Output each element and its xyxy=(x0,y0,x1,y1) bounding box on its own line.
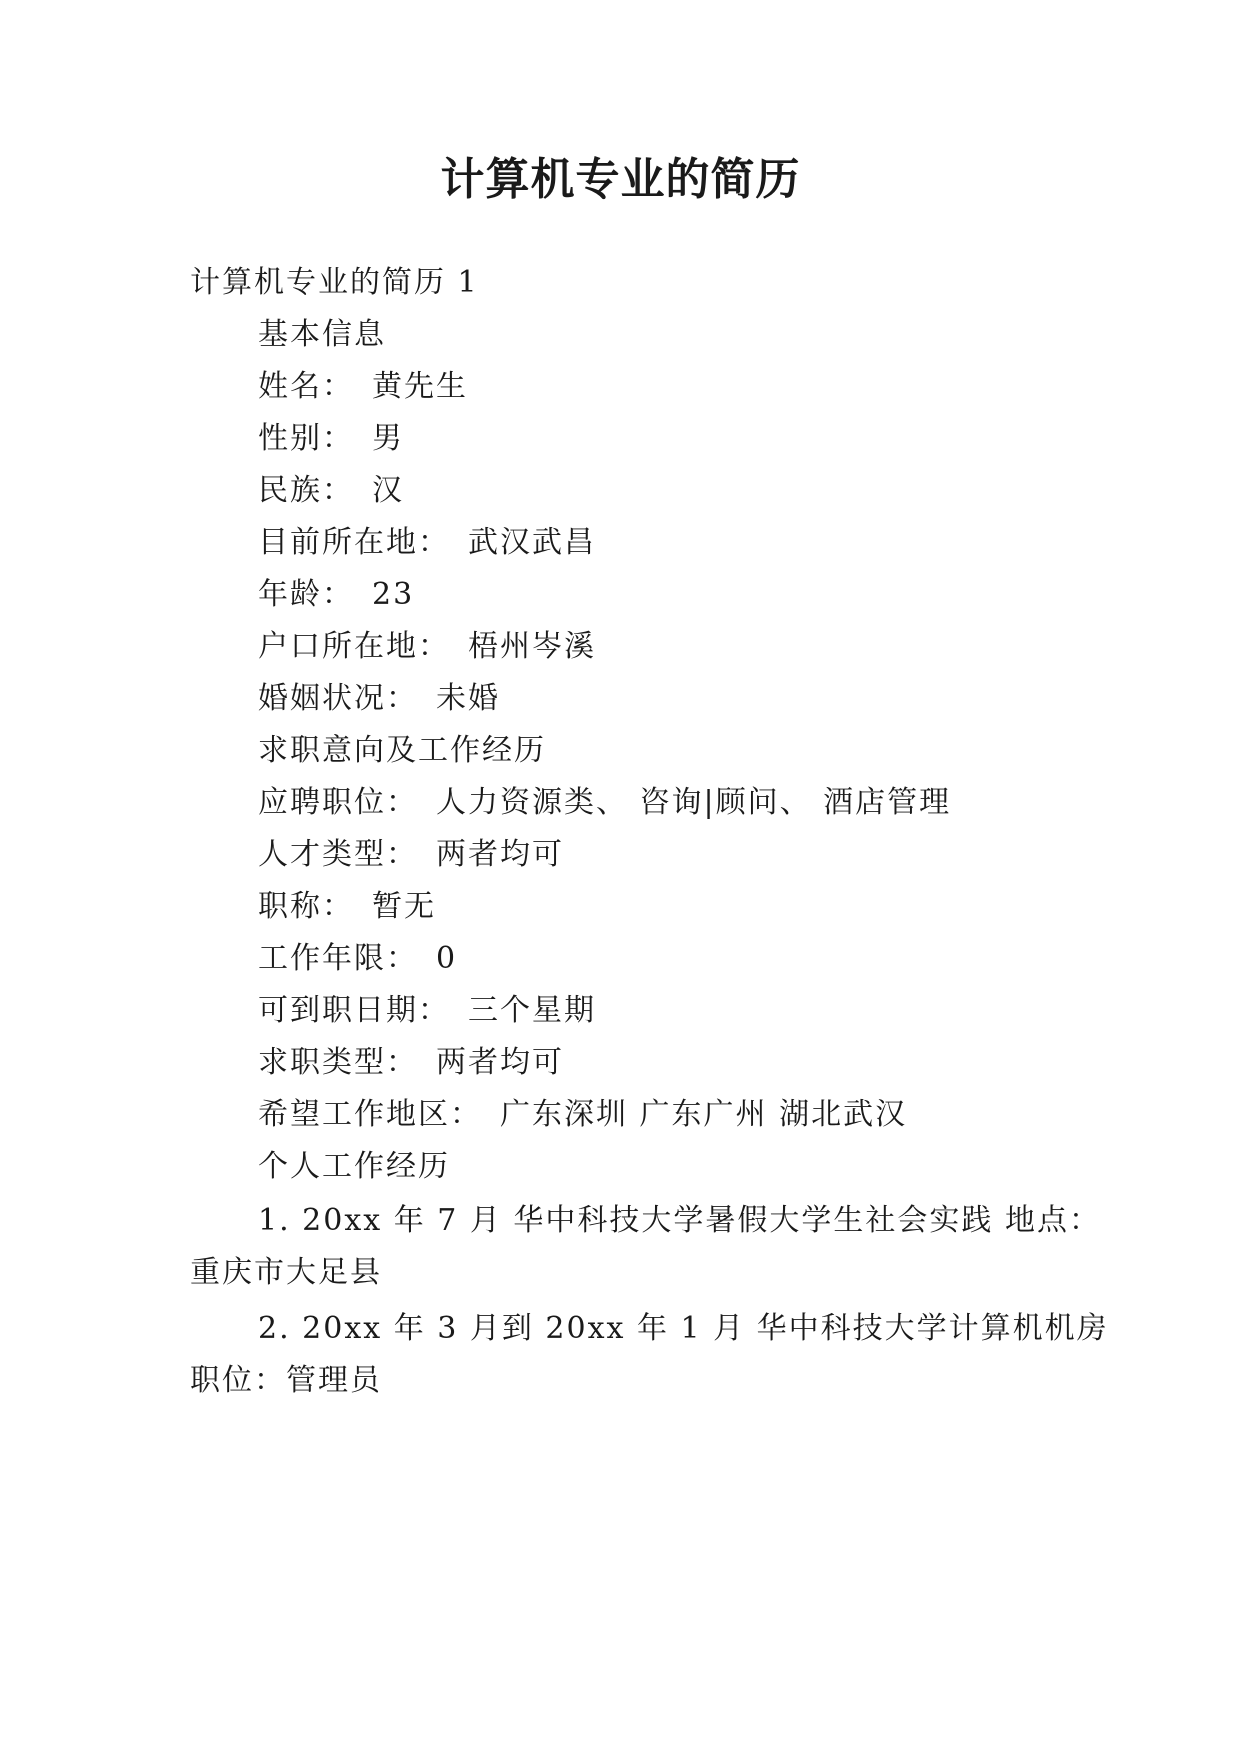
field-desired-position xyxy=(258,783,951,823)
field-gender xyxy=(258,419,404,459)
field-value: 武汉武昌 xyxy=(468,525,596,560)
field-job-type xyxy=(258,1043,564,1083)
field-label: 可到职日期： xyxy=(258,993,450,1028)
field-talent-type xyxy=(258,835,564,875)
field-available-date xyxy=(258,991,596,1031)
field-value: 两者均可 xyxy=(436,1045,564,1080)
field-label: 姓名： xyxy=(258,369,354,404)
field-value: 人力资源类、 咨询|顾问、 酒店管理 xyxy=(436,785,952,820)
field-label: 户口所在地： xyxy=(258,629,450,664)
field-label: 人才类型： xyxy=(258,837,418,872)
experience-item-2-line1: 2. 20xx 年 3 月到 20xx 年 1 月 华中科技大学计算机机房 xyxy=(258,1311,1109,1346)
experience-item-1-line2: 重庆市大足县 xyxy=(190,1255,382,1290)
experience-heading: 个人工作经历 xyxy=(258,1149,450,1184)
field-label: 希望工作地区： xyxy=(258,1097,482,1132)
field-value: 未婚 xyxy=(436,681,500,716)
field-value: 黄先生 xyxy=(372,369,468,404)
field-work-years xyxy=(258,939,457,979)
field-label: 求职类型： xyxy=(258,1045,418,1080)
experience-item-2-line2: 职位：管理员 xyxy=(190,1363,382,1398)
field-desired-region xyxy=(258,1095,907,1135)
field-age xyxy=(258,575,414,615)
field-label: 职称： xyxy=(258,889,354,924)
field-value: 三个星期 xyxy=(468,993,596,1028)
field-label: 民族： xyxy=(258,473,354,508)
field-value: 0 xyxy=(436,941,458,976)
field-current-location xyxy=(258,523,596,563)
field-label: 应聘职位： xyxy=(258,785,418,820)
job-intent-heading: 求职意向及工作经历 xyxy=(258,733,546,768)
field-value: 暂无 xyxy=(372,889,436,924)
experience-item-1-line1: 1. 20xx 年 7 月 华中科技大学暑假大学生社会实践 地点： xyxy=(258,1203,1101,1238)
field-ethnicity xyxy=(258,471,404,511)
field-value: 男 xyxy=(372,421,404,456)
field-value: 23 xyxy=(372,577,415,612)
field-name xyxy=(258,367,468,407)
field-value: 汉 xyxy=(372,473,404,508)
field-label: 婚姻状况： xyxy=(258,681,418,716)
field-value: 梧州岑溪 xyxy=(468,629,596,664)
field-label: 年龄： xyxy=(258,577,354,612)
field-label: 目前所在地： xyxy=(258,525,450,560)
field-value: 两者均可 xyxy=(436,837,564,872)
document-title: 计算机专业的简历 xyxy=(440,154,801,205)
basic-info-heading: 基本信息 xyxy=(258,317,386,352)
field-title xyxy=(258,887,436,927)
section-heading: 计算机专业的简历 1 xyxy=(190,265,479,300)
field-value: 广东深圳 广东广州 湖北武汉 xyxy=(500,1097,908,1132)
field-household-registration xyxy=(258,627,596,667)
field-label: 工作年限： xyxy=(258,941,418,976)
field-label: 性别： xyxy=(258,421,354,456)
field-marital-status xyxy=(258,679,500,719)
